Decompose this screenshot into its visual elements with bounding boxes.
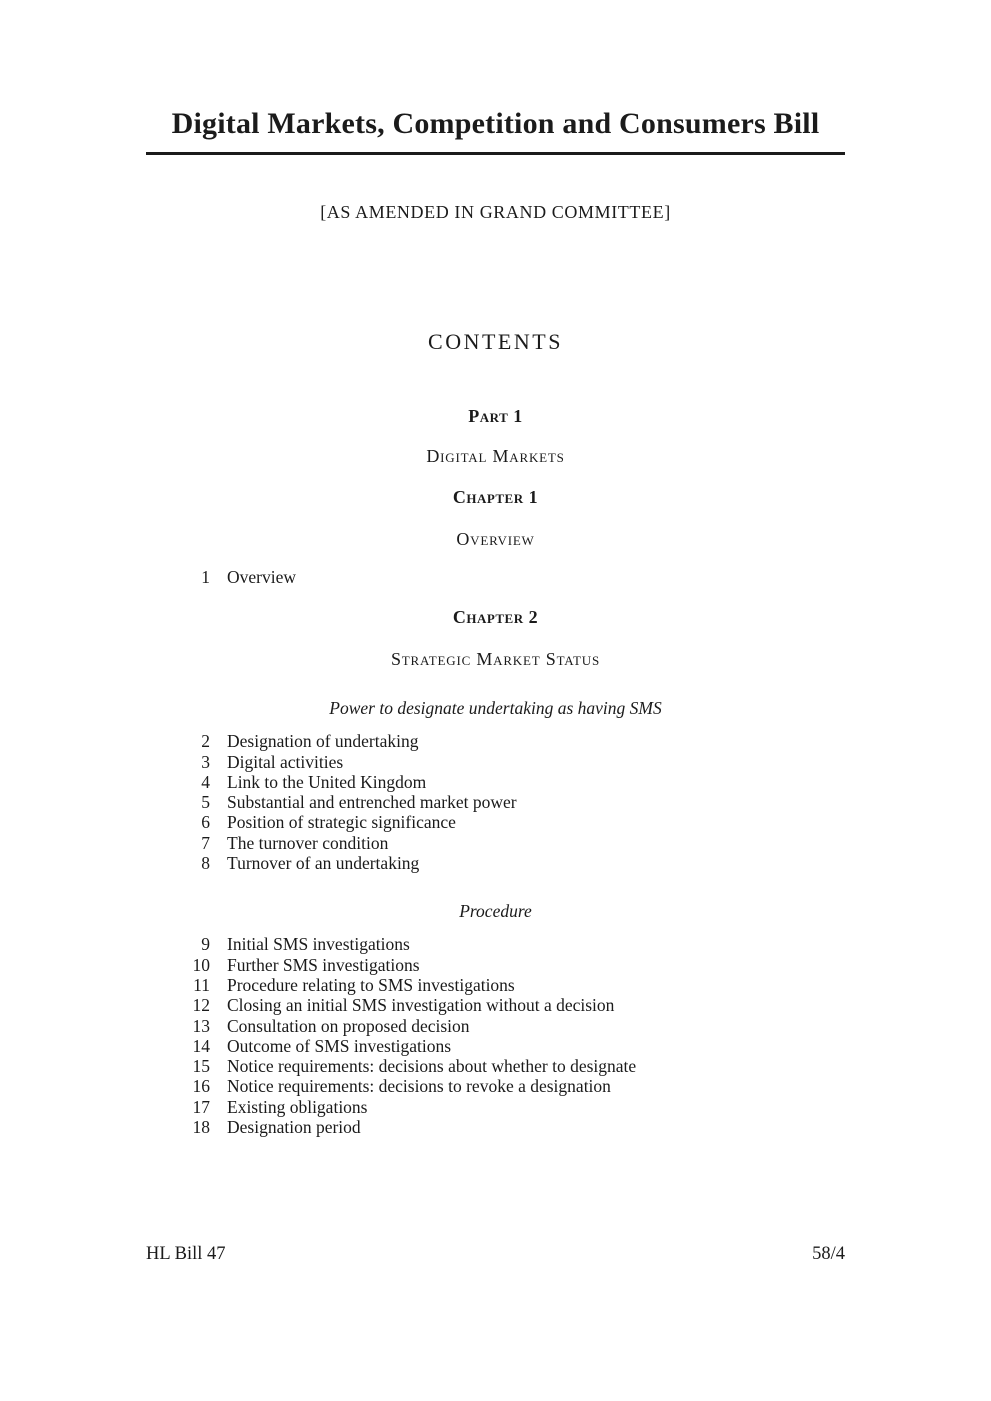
item-label: Initial SMS investigations xyxy=(227,934,410,955)
item-label: Procedure relating to SMS investigations xyxy=(227,974,515,995)
item-number: 11 xyxy=(193,974,210,995)
bill-number: HL Bill 47 xyxy=(146,1244,226,1264)
part-heading: Part 1 xyxy=(468,406,523,426)
item-number: 5 xyxy=(201,792,210,813)
contents-item xyxy=(146,955,845,975)
page-title: Digital Markets, Competition and Consumers Bill xyxy=(171,107,820,140)
item-number: 10 xyxy=(192,954,210,975)
item-label: Further SMS investigations xyxy=(227,954,420,975)
item-label: Notice requirements: decisions about whether to designate xyxy=(227,1056,637,1077)
item-number: 13 xyxy=(192,1015,210,1036)
contents-item xyxy=(146,1076,845,1096)
item-number: 4 xyxy=(201,771,210,792)
item-number: 18 xyxy=(192,1117,210,1138)
item-number: 16 xyxy=(192,1076,210,1097)
group-subheading: Procedure xyxy=(459,901,532,922)
item-number: 2 xyxy=(201,731,210,752)
item-label: Designation of undertaking xyxy=(227,731,419,752)
item-number: 9 xyxy=(201,934,210,955)
item-label: Outcome of SMS investigations xyxy=(227,1035,452,1056)
item-label: Designation period xyxy=(227,1117,361,1138)
page-footer xyxy=(146,1243,845,1265)
item-number: 7 xyxy=(201,832,210,853)
contents-item xyxy=(146,792,845,812)
item-number: 15 xyxy=(192,1056,210,1077)
item-label: Link to the United Kingdom xyxy=(227,771,427,792)
amendment-note: [AS AMENDED IN GRAND COMMITTEE] xyxy=(320,202,671,222)
contents-item xyxy=(146,853,845,873)
contents-item xyxy=(146,1117,845,1137)
item-label: Position of strategic significance xyxy=(227,812,456,833)
item-list xyxy=(146,567,845,587)
item-label: Existing obligations xyxy=(227,1096,368,1117)
chapter-subtitle: Overview xyxy=(456,529,535,549)
item-number: 12 xyxy=(192,995,210,1016)
chapter-heading: Chapter 1 xyxy=(452,487,539,507)
contents-item xyxy=(146,1036,845,1056)
item-label: Turnover of an undertaking xyxy=(227,853,420,874)
group-subheading: Power to designate undertaking as having SMS xyxy=(329,698,662,719)
contents-item xyxy=(146,752,845,772)
chapter-subtitle: Strategic Market Status xyxy=(391,649,600,670)
item-number: 8 xyxy=(201,853,210,874)
contents-list xyxy=(146,486,845,1137)
session-number: 58/4 xyxy=(812,1244,845,1264)
item-number: 6 xyxy=(201,812,210,833)
contents-item xyxy=(146,1056,845,1076)
contents-item xyxy=(146,731,845,751)
item-list xyxy=(146,731,845,873)
contents-item xyxy=(146,975,845,995)
contents-item xyxy=(146,995,845,1015)
item-label: Closing an initial SMS investigation without a decision xyxy=(227,995,615,1016)
title-rule xyxy=(146,152,845,155)
item-number: 3 xyxy=(201,751,210,772)
item-label: The turnover condition xyxy=(227,832,389,853)
item-number: 14 xyxy=(192,1035,210,1056)
contents-item xyxy=(146,567,845,587)
item-label: Notice requirements: decisions to revoke a designation xyxy=(227,1076,611,1097)
part-subtitle: Digital Markets xyxy=(426,446,565,466)
contents-item xyxy=(146,833,845,853)
item-label: Consultation on proposed decision xyxy=(227,1015,470,1036)
contents-item xyxy=(146,1097,845,1117)
contents-item xyxy=(146,812,845,832)
chapter-heading: Chapter 2 xyxy=(452,607,539,628)
item-label: Substantial and entrenched market power xyxy=(227,792,517,813)
contents-item xyxy=(146,934,845,954)
item-number: 17 xyxy=(192,1096,210,1117)
contents-item xyxy=(146,1016,845,1036)
contents-heading: CONTENTS xyxy=(428,329,563,354)
item-number: 1 xyxy=(201,567,210,587)
item-list xyxy=(146,934,845,1137)
contents-item xyxy=(146,772,845,792)
item-label: Digital activities xyxy=(227,751,344,772)
item-label: Overview xyxy=(227,567,297,587)
